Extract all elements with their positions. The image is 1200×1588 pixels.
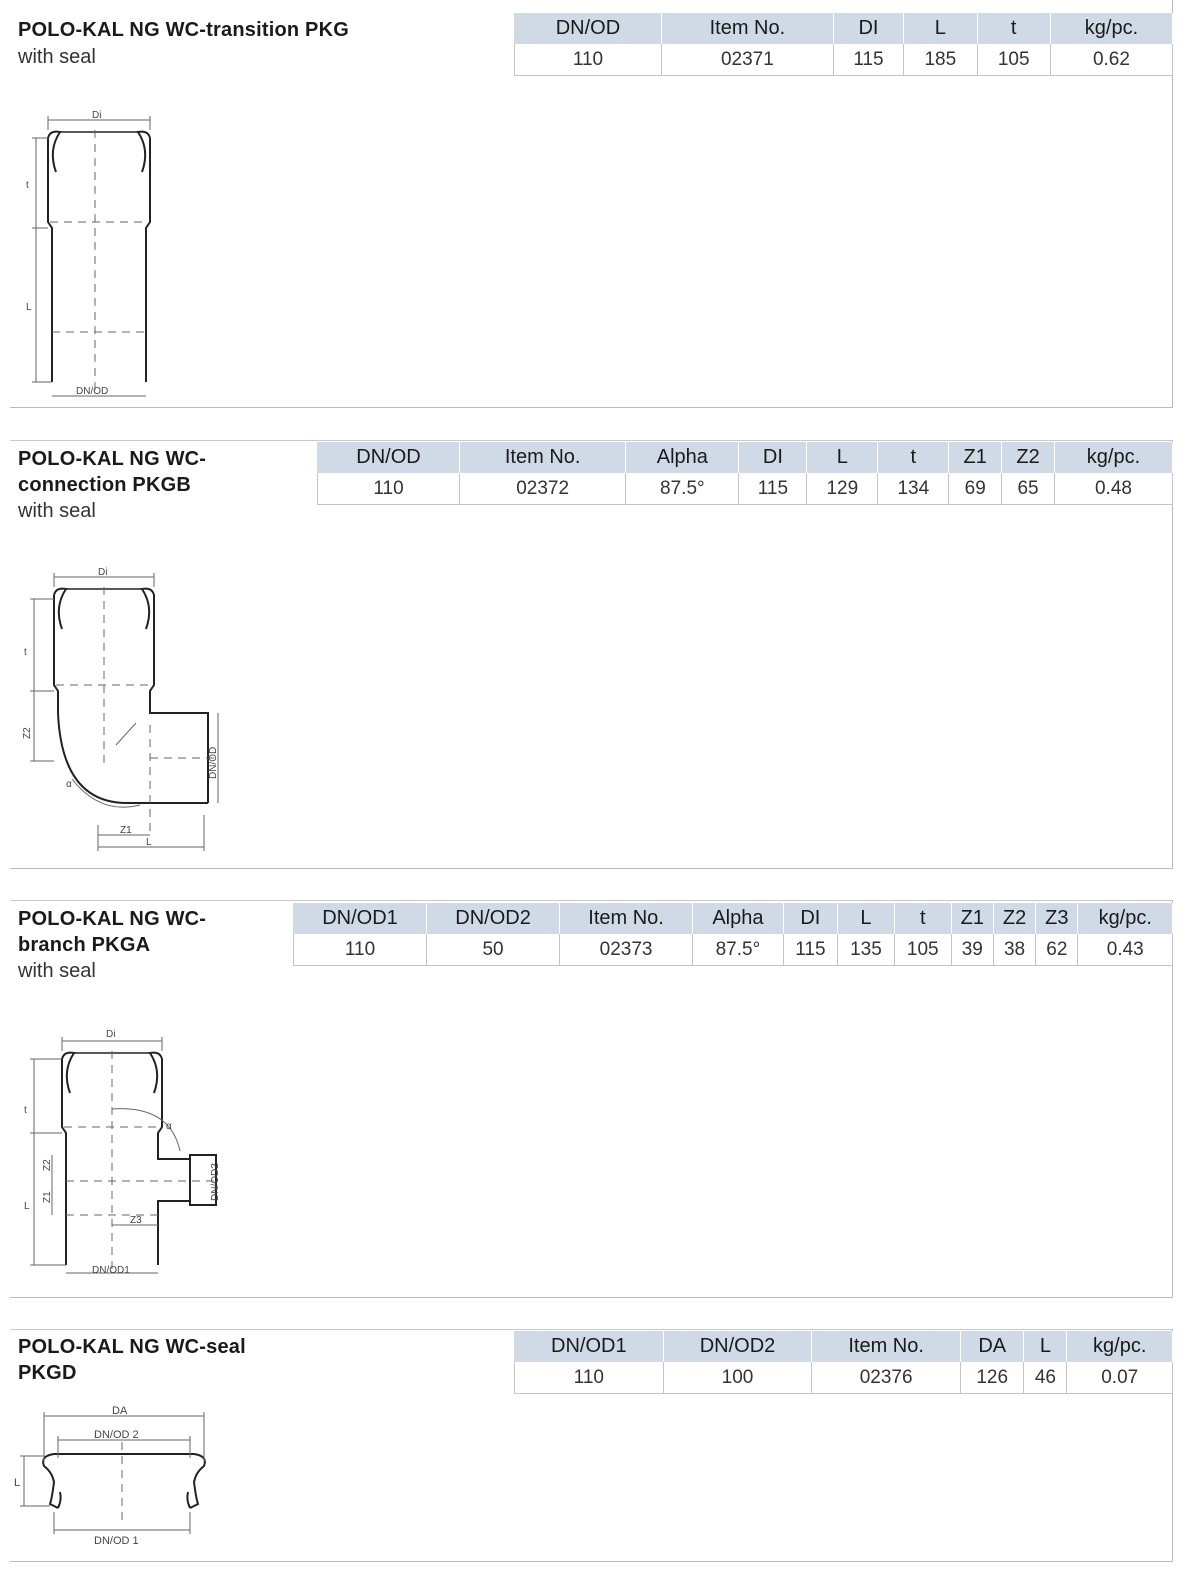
table-cell: 115 (739, 473, 807, 505)
column-header: DN/OD2 (663, 1331, 812, 1362)
column-header: DN/OD (318, 442, 460, 473)
table-cell: 115 (833, 44, 903, 76)
column-header: t (977, 13, 1050, 44)
table-cell: 02376 (812, 1362, 961, 1394)
drawing-label: DN/OD 2 (94, 1429, 139, 1441)
table-cell: 0.48 (1054, 473, 1172, 505)
column-header: Alpha (626, 442, 739, 473)
table-cell: 100 (663, 1362, 812, 1394)
product-title-line1: POLO-KAL NG WC- (18, 448, 207, 470)
table-cell: 115 (783, 934, 837, 966)
drawing-label: Di (106, 1029, 116, 1040)
table-cell: 135 (838, 934, 895, 966)
drawing-label: DN/OD (208, 746, 219, 779)
column-header: kg/pc. (1078, 903, 1173, 934)
product-subtitle: with seal (18, 46, 96, 68)
product-title-line1: POLO-KAL NG WC-seal (18, 1336, 246, 1358)
table-cell: 02373 (560, 934, 693, 966)
drawing-label: Z3 (130, 1215, 142, 1226)
table-row (515, 44, 1173, 76)
column-header: L (904, 13, 977, 44)
column-header: DI (739, 442, 807, 473)
drawing-label: L (26, 302, 32, 313)
column-header: kg/pc. (1067, 1331, 1173, 1362)
table-cell: 110 (318, 473, 460, 505)
drawing-label: t (26, 180, 29, 191)
column-header: Item No. (460, 442, 626, 473)
table-cell: 110 (515, 1362, 664, 1394)
column-header: Item No. (661, 13, 833, 44)
table-row (294, 934, 1173, 966)
column-header: DN/OD1 (515, 1331, 664, 1362)
column-header: kg/pc. (1050, 13, 1172, 44)
table-cell: 105 (977, 44, 1050, 76)
pkgd-technical-drawing (14, 1402, 214, 1552)
column-header: DN/OD1 (294, 903, 427, 934)
table-cell: 110 (515, 44, 662, 76)
column-header: Z3 (1036, 903, 1078, 934)
drawing-label: t (24, 1105, 27, 1116)
drawing-label: Z2 (22, 727, 33, 739)
drawing-label: α (166, 1121, 172, 1132)
table-row (318, 473, 1173, 505)
product-subtitle: with seal (18, 960, 96, 982)
column-header: DN/OD (515, 13, 662, 44)
table-cell: 0.43 (1078, 934, 1173, 966)
pkg-technical-drawing (20, 100, 170, 400)
drawing-label: DN/OD (76, 386, 109, 397)
column-header: Item No. (560, 903, 693, 934)
drawing-label: DN/OD2 (210, 1163, 221, 1201)
table-cell: 87.5° (626, 473, 739, 505)
table-cell: 39 (951, 934, 993, 966)
pkga-technical-drawing (20, 1025, 230, 1280)
table-cell: 126 (960, 1362, 1023, 1394)
spec-table (514, 13, 1173, 76)
table-cell: 69 (949, 473, 1002, 505)
product-subtitle: with seal (18, 500, 96, 522)
column-header: DI (833, 13, 903, 44)
drawing-label: Di (92, 110, 102, 121)
drawing-label: DN/OD1 (92, 1265, 130, 1276)
column-header: DI (783, 903, 837, 934)
column-header: Z2 (993, 903, 1035, 934)
table-header-row (515, 1331, 1173, 1362)
column-header: L (838, 903, 895, 934)
drawing-label: L (14, 1477, 21, 1489)
product-title: POLO-KAL NG WC-transition PKG (18, 19, 349, 41)
table-cell: 46 (1024, 1362, 1067, 1394)
table-cell: 62 (1036, 934, 1078, 966)
table-cell: 134 (878, 473, 949, 505)
spec-table (293, 903, 1173, 966)
drawing-label: Di (98, 567, 108, 578)
drawing-label: t (24, 647, 27, 658)
column-header: Item No. (812, 1331, 961, 1362)
column-header: L (1024, 1331, 1067, 1362)
product-title-line2: PKGD (18, 1362, 77, 1384)
table-cell: 129 (807, 473, 878, 505)
drawing-label: L (24, 1201, 30, 1212)
column-header: kg/pc. (1054, 442, 1172, 473)
column-header: t (894, 903, 951, 934)
drawing-label: DA (112, 1405, 128, 1417)
column-header: Z1 (951, 903, 993, 934)
product-title-line2: connection PKGB (18, 474, 192, 496)
spec-table (514, 1331, 1173, 1394)
table-header-row (318, 442, 1173, 473)
table-cell: 0.07 (1067, 1362, 1173, 1394)
table-cell: 105 (894, 934, 951, 966)
column-header: Z2 (1002, 442, 1055, 473)
table-cell: 02371 (661, 44, 833, 76)
column-header: Z1 (949, 442, 1002, 473)
table-cell: 38 (993, 934, 1035, 966)
table-cell: 110 (294, 934, 427, 966)
table-cell: 65 (1002, 473, 1055, 505)
product-title-line1: POLO-KAL NG WC- (18, 908, 207, 930)
table-cell: 02372 (460, 473, 626, 505)
column-header: DA (960, 1331, 1023, 1362)
table-row (515, 1362, 1173, 1394)
table-cell: 50 (427, 934, 560, 966)
table-cell: 0.62 (1050, 44, 1172, 76)
column-header: t (878, 442, 949, 473)
drawing-label: α (66, 779, 72, 790)
column-header: DN/OD2 (427, 903, 560, 934)
spec-table (317, 442, 1173, 505)
table-header-row (515, 13, 1173, 44)
drawing-label: L (146, 837, 152, 848)
table-cell: 87.5° (693, 934, 784, 966)
table-cell: 185 (904, 44, 977, 76)
product-title-line2: branch PKGA (18, 934, 151, 956)
drawing-label: Z1 (120, 825, 132, 836)
table-header-row (294, 903, 1173, 934)
drawing-label: DN/OD 1 (94, 1535, 139, 1547)
drawing-label: Z1 (42, 1191, 53, 1203)
pkgb-technical-drawing (20, 565, 240, 855)
drawing-label: Z2 (42, 1159, 53, 1171)
column-header: Alpha (693, 903, 784, 934)
column-header: L (807, 442, 878, 473)
